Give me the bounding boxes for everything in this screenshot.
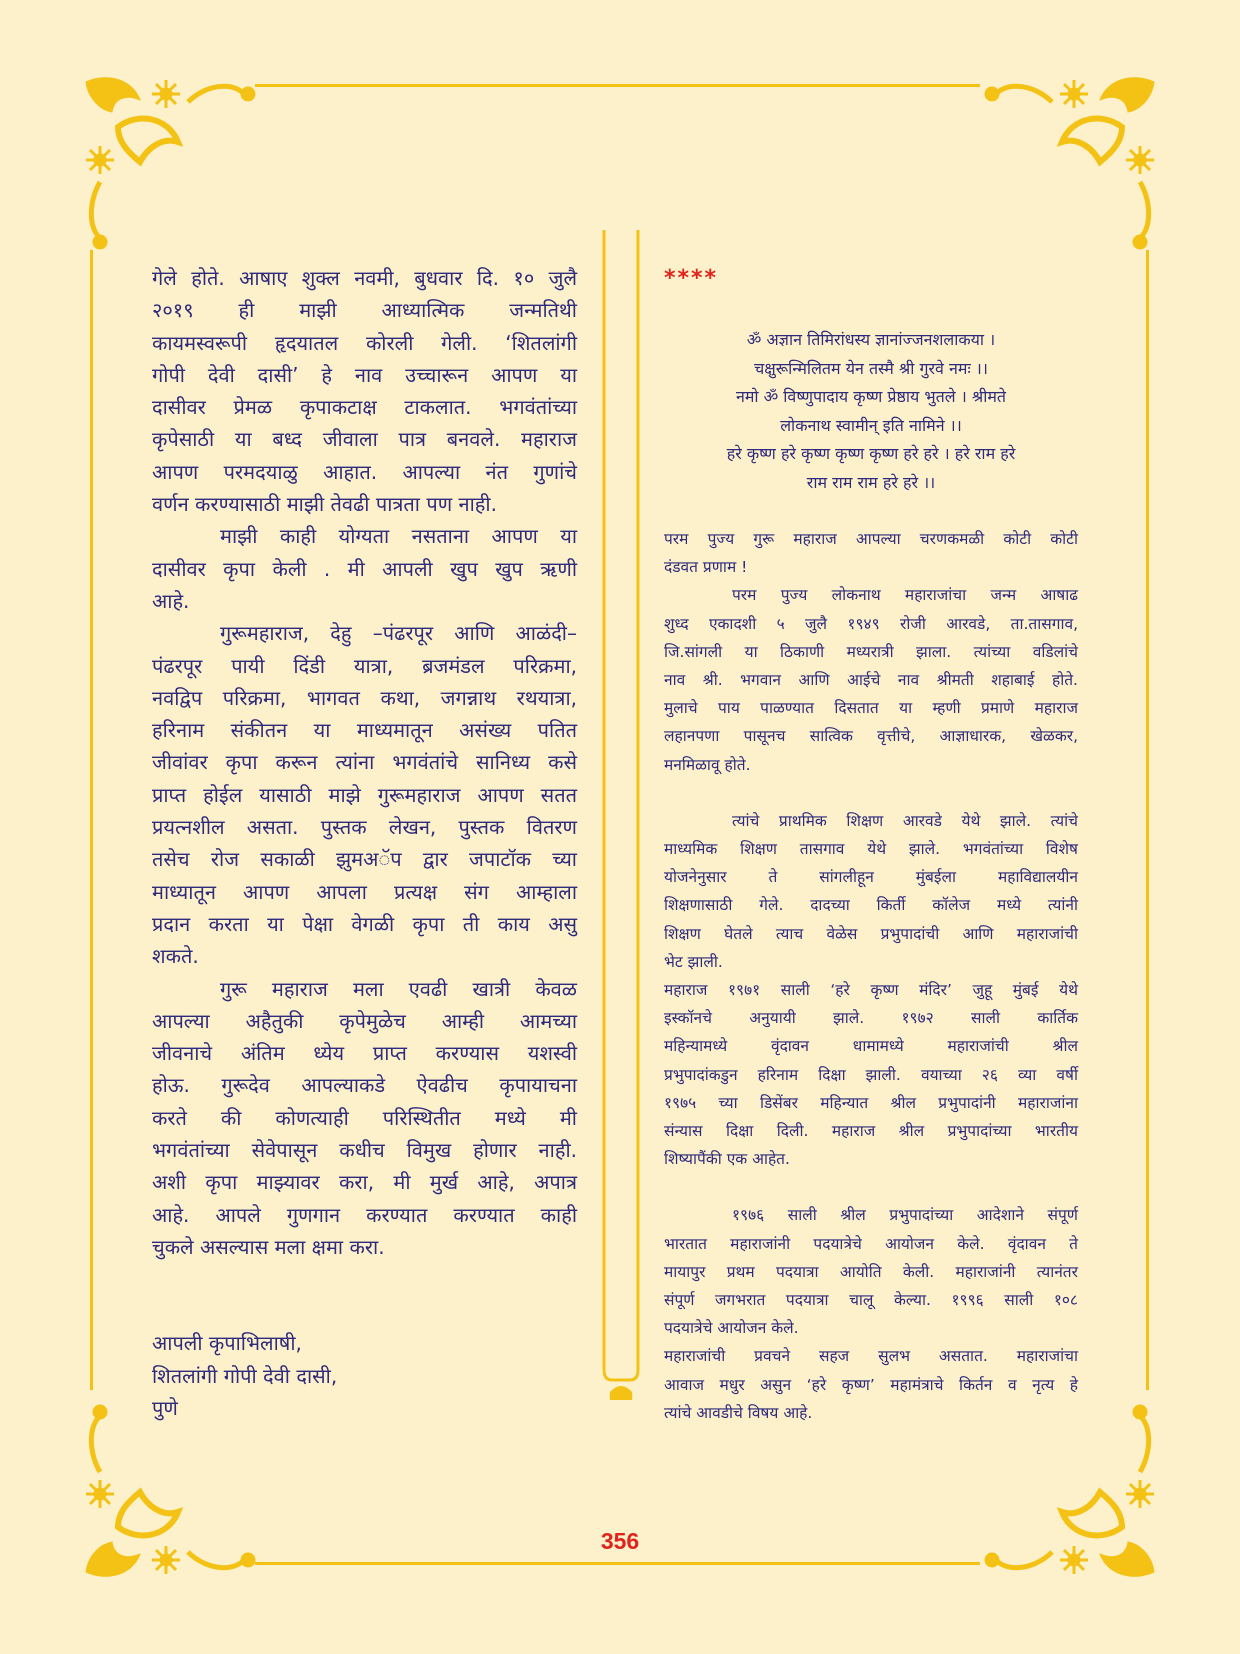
text-line: भगवंतांच्या सेवेपासून कधीच विमुख होणार नाही. xyxy=(152,1138,577,1163)
text-line: आवाज मधुर असुन ‘हरे कृष्ण’ महामंत्राचे किर्तन व नृत्य हे xyxy=(664,1375,1078,1394)
text-line: इस्कॉनचे अनुयायी झाले. १९७२ साली कार्तिक xyxy=(664,1009,1078,1028)
text-line: २०१९ ही माझी आध्यात्मिक जन्मतिथी xyxy=(152,298,577,323)
shloka-line: लोकनाथ स्वामीन् इति नामिने ।। xyxy=(780,415,962,435)
shloka-line: ॐ अज्ञान तिमिरांधस्य ज्ञानांज्जनशलाकया । xyxy=(746,330,996,349)
signoff-line: आपली कृपाभिलाषी, xyxy=(152,1331,302,1356)
text-line: महिन्यामध्ये वृंदावन धामामध्ये महाराजांची श्रील xyxy=(664,1037,1078,1056)
shloka-line: चक्षुरून्मिलितम येन तस्मै श्री गुरवे नमः ।। xyxy=(754,358,988,378)
text-line: जि.सांगली या ठिकाणी मध्यरात्री झाला. त्यांच्या वडिलांचे xyxy=(664,642,1078,661)
text-line: भेट झाली. xyxy=(664,952,723,971)
text-line: महाराजांची प्रवचने सहज सुलभ असतात. महाराजांचा xyxy=(664,1347,1078,1366)
signoff-line: शितलांगी गोपी देवी दासी, xyxy=(152,1363,338,1388)
text-line: मनमिळावू होते. xyxy=(664,755,751,774)
text-line: माध्यमिक शिक्षण तासगाव येथे झाले. भगवंतांच्या विशेष xyxy=(664,840,1078,859)
text-line: महाराज १९७१ साली ‘हरे कृष्ण मंदिर’ जुहू मुंबई येथे xyxy=(664,981,1078,1000)
paragraph-gap xyxy=(664,779,1078,807)
page-number: 356 xyxy=(600,1528,640,1554)
text-line: नाव श्री. भगवान आणि आईचे नाव श्रीमती शहाबाई होते. xyxy=(664,671,1078,690)
text-line: आहे. आपले गुणगान करण्यात करण्यात काही xyxy=(152,1202,577,1227)
paragraph-gap xyxy=(664,1173,1078,1201)
paragraph-gap xyxy=(152,1295,577,1327)
text-line: आहे. xyxy=(152,588,190,613)
text-line: प्रभुपादांकडुन हरिनाम दिक्षा झाली. वयाच्या २६ व्या वर्षी xyxy=(664,1065,1078,1084)
right-column xyxy=(664,268,1078,1427)
text-line: शुध्द एकादशी ५ जुलै १९४९ रोजी आरवडे, ता.तासगाव, xyxy=(664,614,1078,633)
corner-ornament-top-left xyxy=(78,72,268,262)
frame-right-line xyxy=(1146,250,1149,1390)
signoff-line: पुणे xyxy=(152,1395,178,1420)
text-line: गुरूमहाराज, देहु –पंढरपूर आणि आळंदी– xyxy=(220,621,577,646)
text-line: नवद्विप परिक्रमा, भागवत कथा, जगन्नाथ रथयात्रा, xyxy=(152,685,577,710)
frame-top-line xyxy=(255,84,980,87)
text-line: दंडवत प्रणाम ! xyxy=(664,558,748,577)
text-line: जीवांवर कृपा करून त्यांना भगवंतांचे सानिध्य कसे xyxy=(152,750,577,775)
text-line: संन्यास दिक्षा दिली. महाराज श्रील प्रभुपादांच्या भारतीय xyxy=(664,1122,1078,1141)
text-line: दासीवर कृपा केली . मी आपली खुप खुप ऋणी xyxy=(152,556,577,581)
text-line: जीवनाचे अंतिम ध्येय प्राप्त करण्यास यशस्वी xyxy=(152,1041,577,1066)
text-line: मुलाचे पाय पाळण्यात दिसतात या म्हणी प्रमाणे महाराज xyxy=(664,699,1078,718)
text-line: लहानपणा पासूनच सात्विक वृत्तीचे, आज्ञाधारक, खेळकर, xyxy=(664,727,1078,746)
text-line: परम पुज्य गुरू महाराज आपल्या चरणकमळी कोटी कोटी xyxy=(664,530,1078,548)
text-line: माझी काही योग्यता नसताना आपण या xyxy=(220,524,577,549)
section-separator: **** xyxy=(664,266,719,291)
text-line: परम पुज्य लोकनाथ महाराजांचा जन्म आषाढ xyxy=(732,586,1078,605)
text-line: गेले होते. आषाए शुक्ल नवमी, बुधवार दि. १० जुलै xyxy=(152,266,577,290)
text-line: भारतात महाराजांनी पदयात्रेचे आयोजन केले. वृंदावन ते xyxy=(664,1234,1078,1253)
frame-left-line xyxy=(90,250,93,1390)
text-line: प्रयत्नशील असता. पुस्तक लेखन, पुस्तक वितरण xyxy=(152,815,577,840)
text-line: तसेच रोज सकाळी झुमअॅप द्वार जपाटॉक च्या xyxy=(152,847,577,872)
text-line: कायमस्वरूपी हृदयातल कोरली गेली. ‘शितलांगी xyxy=(152,330,577,355)
text-line: संपूर्ण जगभरात पदयात्रा चालू केल्या. १९९६ साली १०८ xyxy=(664,1291,1078,1310)
text-line: प्राप्त होईल यासाठी माझे गुरूमहाराज आपण सतत xyxy=(152,782,577,807)
text-line: पंढरपूर पायी दिंडी यात्रा, ब्रजमंडल परिक्रमा, xyxy=(152,653,577,678)
text-line: आपण परमदयाळु आहात. आपल्या नंत गुणांचे xyxy=(152,459,577,484)
text-line: १९७६ साली श्रील प्रभुपादांच्या आदेशाने संपूर्ण xyxy=(732,1206,1078,1225)
text-line: माध्यातून आपण आपला प्रत्यक्ष संग आम्हाला xyxy=(152,879,577,904)
shloka-block xyxy=(664,326,1078,497)
text-line: शिक्षणासाठी गेले. दादच्या किर्ती कॉलेज मध्ये त्यांनी xyxy=(664,896,1078,915)
column-divider xyxy=(596,230,646,1400)
text-line: करते की कोणत्याही परिस्थितीत मध्ये मी xyxy=(152,1105,577,1130)
frame-bottom-line xyxy=(255,1562,980,1565)
text-line: शिष्यापैंकी एक आहेत. xyxy=(664,1150,790,1169)
text-line: वर्णन करण्यासाठी माझी तेवढी पात्रता पण नाही. xyxy=(152,492,497,517)
text-line: प्रदान करता या पेक्षा वेगळी कृपा ती काय असु xyxy=(152,911,577,936)
shloka-line: राम राम राम हरे हरे ।। xyxy=(806,472,936,492)
text-line: पदयात्रेचे आयोजन केले. xyxy=(664,1319,799,1338)
text-line: चुकले असल्यास मला क्षमा करा. xyxy=(152,1234,385,1259)
paragraph-gap xyxy=(152,1263,577,1295)
text-line: कृपेसाठी या बध्द जीवाला पात्र बनवले. महाराज xyxy=(152,427,577,452)
text-line: आपल्या अहैतुकी कृपेमुळेच आम्ही आमच्या xyxy=(152,1008,577,1033)
shloka-line: नमो ॐ विष्णुपादाय कृष्ण प्रेष्ठाय भुतले । श्रीमते xyxy=(735,387,1007,406)
text-line: शकते. xyxy=(152,944,199,969)
text-line: दासीवर प्रेमळ कृपाकटाक्ष टाकलात. भगवंतांच्या xyxy=(152,395,577,420)
text-line: गुरू महाराज मला एवढी खात्री केवळ xyxy=(220,976,577,1001)
text-line: १९७५ च्या डिसेंबर महिन्यात श्रील प्रभुपादांनी महाराजांना xyxy=(664,1093,1078,1112)
right-body-text xyxy=(664,525,1078,1427)
text-line: त्यांचे प्राथमिक शिक्षण आरवडे येथे झाले. त्यांचे xyxy=(732,811,1078,830)
text-line: अशी कृपा माझ्यावर करा, मी मुर्ख आहे, अपात्र xyxy=(152,1170,577,1195)
text-line: योजनेनुसार ते सांगलीहून मुंबईला महाविद्यालयीन xyxy=(664,868,1078,887)
text-line: होऊ. गुरूदेव आपल्याकडे ऐवढीच कृपायाचना xyxy=(152,1073,577,1098)
text-line: हरिनाम संकीतन या माध्यमातून असंख्य पतित xyxy=(152,718,577,743)
shloka-line: हरे कृष्ण हरे कृष्ण कृष्ण कृष्ण हरे हरे । हरे राम हरे xyxy=(726,444,1016,463)
left-column xyxy=(152,262,577,1424)
text-line: शिक्षण घेतले त्याच वेळेस प्रभुपादांची आणि महाराजांची xyxy=(664,924,1078,943)
text-line: मायापुर प्रथम पदयात्रा आयोति केली. महाराजांनी त्यानंतर xyxy=(664,1262,1078,1281)
text-line: त्यांचे आवडीचे विषय आहे. xyxy=(664,1403,813,1422)
corner-ornament-top-right xyxy=(972,72,1162,262)
text-line: गोपी देवी दासी’ हे नाव उच्चारून आपण या xyxy=(152,362,577,387)
